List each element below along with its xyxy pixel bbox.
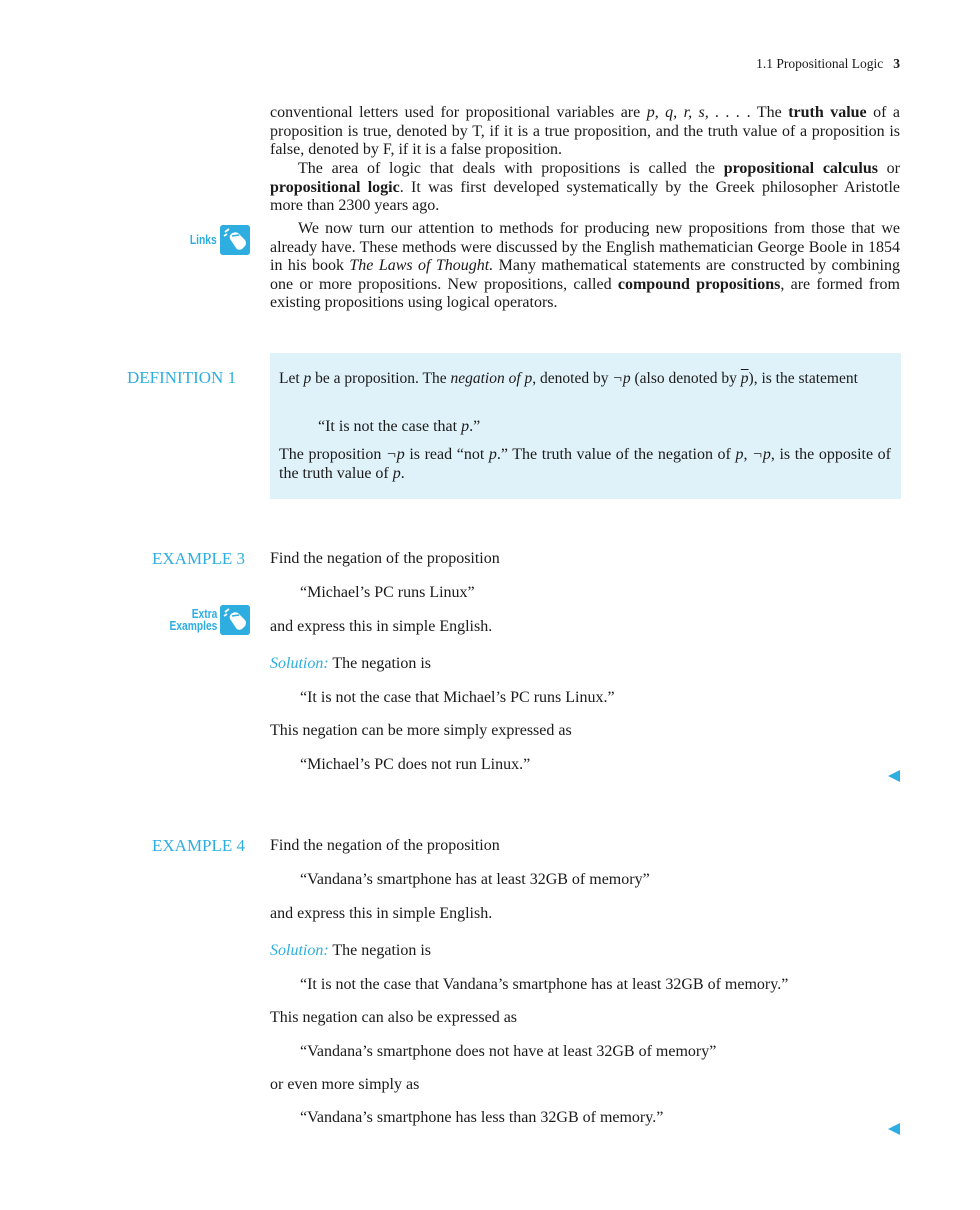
intro-paragraph-1: conventional letters used for propositional variables are p, q, r, s, . . . . The truth value of a proposition is true, denoted by T, if it is a true proposition, and the truth value of a proposition is false, denoted by F, if it is a false proposition.	[270, 104, 901, 159]
intro-paragraph-3: We now turn our attention to methods for producing new propositions from those that we already have. These methods were discussed by the English mathematician George Boole in 1854 in his book The Laws of Thought. Many mathematical statements are constructed by combining one or more propositions. New propositions, called compound propositions, are formed from existing propositions using logical operators.	[270, 220, 900, 312]
example-3-heading: EXAMPLE 3	[152, 549, 246, 568]
end-of-example-icon	[888, 1123, 900, 1135]
example-4-instruction: and express this in simple English.	[270, 905, 493, 922]
term-propositional-calculus: propositional calculus	[723, 160, 878, 177]
term-truth-value: truth value	[788, 104, 867, 121]
solution-label: Solution:	[270, 942, 329, 959]
example-4-also: “Vandana’s smartphone does not have at least 32GB of memory”	[300, 1043, 717, 1060]
term-compound-propositions: compound propositions	[617, 275, 781, 293]
example-3-simpler-intro: This negation can be more simply expressed as	[270, 722, 572, 739]
example-3-instruction: and express this in simple English.	[270, 618, 493, 635]
links-badge[interactable]	[184, 225, 250, 255]
mouse-icon	[220, 225, 250, 255]
definition-sentence-2: The proposition ¬p is read “not p.” The truth value of the negation of p, ¬p, is the opposite of the truth value of p.	[279, 446, 892, 482]
example-3-prompt: Find the negation of the proposition	[270, 550, 500, 567]
neg-p-symbol: ¬p	[612, 370, 631, 387]
running-head	[756, 56, 900, 72]
example-3-solution: Solution: The negation is	[270, 655, 432, 672]
example-4-negation: “It is not the case that Vandana’s smartphone has at least 32GB of memory.”	[300, 976, 789, 993]
links-label: Links	[190, 233, 217, 247]
example-4-solution: Solution: The negation is	[270, 942, 432, 959]
example-3-quote: “Michael’s PC runs Linux”	[300, 584, 475, 601]
definition-quote: “It is not the case that p.”	[318, 418, 481, 435]
section-title: 1.1 Propositional Logic	[756, 56, 884, 71]
example-3-negation: “It is not the case that Michael’s PC runs Linux.”	[300, 689, 615, 706]
example-4-quote: “Vandana’s smartphone has at least 32GB of memory”	[300, 871, 650, 888]
example-3-simpler: “Michael’s PC does not run Linux.”	[300, 756, 531, 773]
p-bar-symbol: $\overline{p}$	[740, 370, 749, 387]
example-4-simpler: “Vandana’s smartphone has less than 32GB of memory.”	[300, 1109, 664, 1126]
solution-label: Solution:	[270, 655, 329, 672]
book-title: The Laws of Thought.	[349, 257, 494, 275]
page-number: 3	[893, 56, 900, 71]
mouse-icon	[220, 605, 250, 635]
extra-examples-badge[interactable]	[159, 605, 250, 635]
end-of-example-icon	[888, 770, 900, 782]
definition-sentence-1: Let p be a proposition. The negation of p, denoted by ¬p (also denoted by $\overline{p}$), is the statement	[279, 370, 858, 387]
term-propositional-logic: propositional logic	[270, 178, 400, 196]
intro-paragraph-2: The area of logic that deals with propositions is called the propositional calculus or propositional logic. It was first developed systematically by the Greek philosopher Aristotle more than 2300 years ago.	[270, 160, 901, 215]
example-4-heading: EXAMPLE 4	[152, 836, 246, 855]
example-4-also-intro: This negation can also be expressed as	[270, 1009, 518, 1026]
definition-heading: DEFINITION 1	[127, 368, 237, 387]
example-4-prompt: Find the negation of the proposition	[270, 837, 500, 854]
example-4-simpler-intro: or even more simply as	[270, 1076, 420, 1093]
extra-examples-label: Extra Examples	[169, 607, 217, 633]
